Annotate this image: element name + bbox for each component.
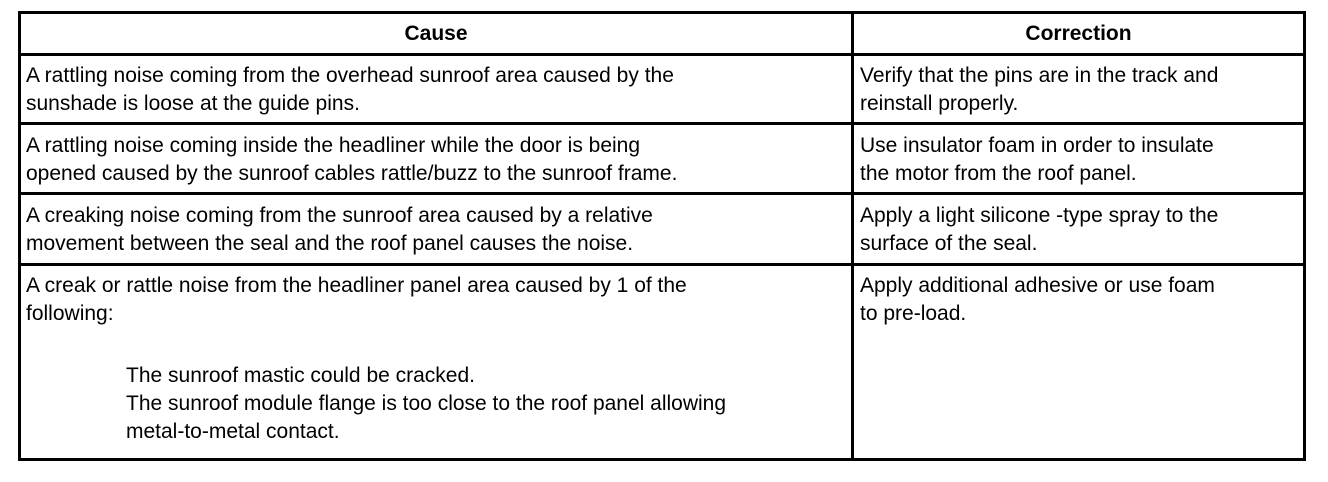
row-divider — [21, 192, 1303, 195]
correction-line: reinstall properly. — [860, 92, 1019, 115]
row-4-cause — [26, 272, 726, 446]
row-2-cause — [26, 132, 677, 188]
cause-line: following: — [26, 302, 114, 325]
row-divider — [21, 122, 1303, 125]
cause-line: opened caused by the sunroof cables rattle/buzz to the sunroof frame. — [26, 162, 678, 185]
cause-correction-table — [18, 11, 1306, 461]
cause-line: A creaking noise coming from the sunroof area caused by a relative — [26, 204, 653, 227]
correction-line: Use insulator foam in order to insulate — [860, 134, 1214, 157]
header-correction: Correction — [1025, 22, 1132, 45]
row-4-correction — [860, 272, 1215, 328]
list-item: The sunroof module flange is too close to the roof panel allowing — [126, 392, 727, 415]
row-1-correction — [860, 62, 1218, 118]
cause-sub-list — [126, 362, 726, 446]
row-divider — [21, 53, 1303, 56]
correction-line: Verify that the pins are in the track and — [860, 64, 1219, 87]
list-item: metal-to-metal contact. — [126, 420, 340, 443]
cause-line: movement between the seal and the roof panel causes the noise. — [26, 232, 634, 255]
row-1-cause — [26, 62, 674, 118]
cause-line: A rattling noise coming inside the headliner while the door is being — [26, 134, 641, 157]
correction-line: surface of the seal. — [860, 232, 1038, 255]
header-cause: Cause — [404, 22, 468, 45]
correction-line: Apply a light silicone -type spray to the — [860, 204, 1219, 227]
row-2-correction — [860, 132, 1214, 188]
list-item: The sunroof mastic could be cracked. — [126, 364, 476, 387]
column-divider — [851, 14, 854, 458]
row-divider — [21, 263, 1303, 266]
cause-line: A rattling noise coming from the overhead sunroof area caused by the — [26, 64, 674, 87]
row-3-cause — [26, 202, 653, 258]
correction-line: Apply additional adhesive or use foam — [860, 274, 1215, 297]
correction-line: to pre-load. — [860, 302, 967, 325]
cause-line: A creak or rattle noise from the headliner panel area caused by 1 of the — [26, 274, 687, 297]
row-3-correction — [860, 202, 1218, 258]
correction-line: the motor from the roof panel. — [860, 162, 1137, 185]
cause-line: sunshade is loose at the guide pins. — [26, 92, 360, 115]
